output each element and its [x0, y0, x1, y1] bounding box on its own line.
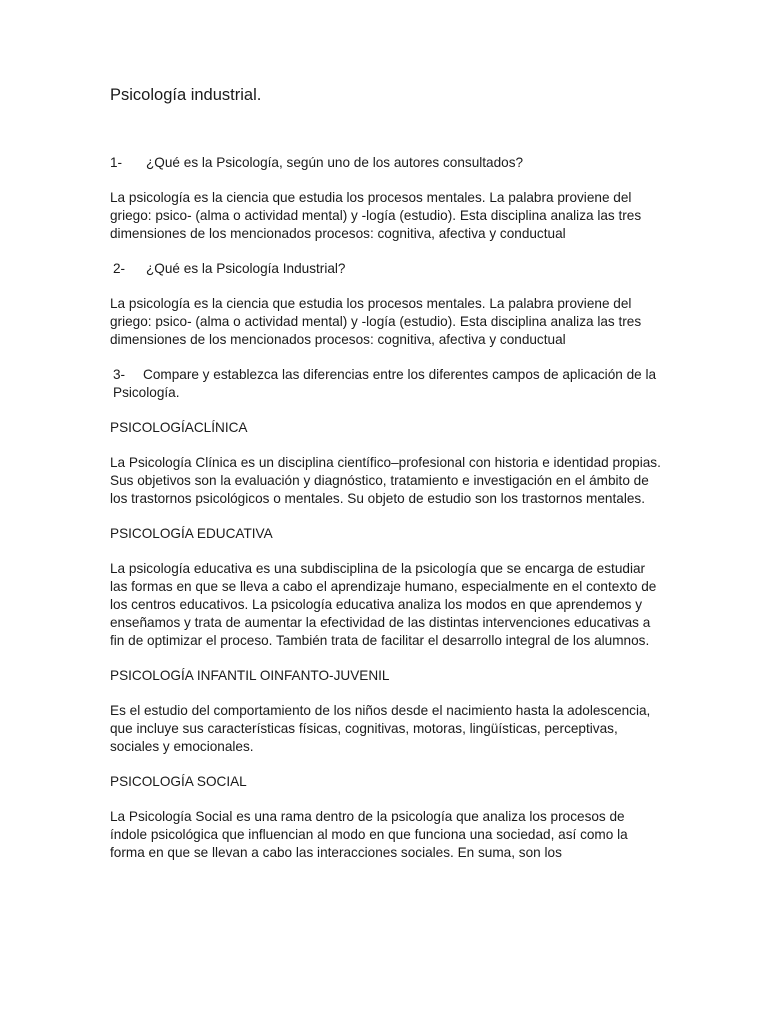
section-body-social: La Psicología Social es una rama dentro de la psicología que analiza los procesos de índole psicológica que influencian al modo en que funciona una sociedad, así como la forma en que se llevan a cabo las interacciones sociales. En suma, son los — [110, 809, 628, 860]
question-3-text: Compare y establezca las diferencias entre los diferentes campos de aplicación de la Psicología. — [113, 367, 657, 400]
question-1 — [110, 154, 662, 172]
question-1-number: 1- — [110, 155, 123, 170]
section-heading-social: PSICOLOGÍA SOCIAL — [110, 774, 247, 789]
question-1-text: ¿Qué es la Psicología, según uno de los autores consultados? — [146, 155, 524, 170]
question-2-text: ¿Qué es la Psicología Industrial? — [146, 261, 346, 276]
question-2-number: 2- — [113, 261, 126, 276]
section-body-clinica: La Psicología Clínica es un disciplina científico–profesional con historia e identidad propias. Sus objetivos son la evaluación y diagnóstico, tratamiento e investigación en el ámbito de los trastornos psicológicos o mentales. Su objeto de estudio son los trastornos mentales. — [110, 455, 661, 506]
question-2 — [110, 260, 662, 278]
section-heading-clinica: PSICOLOGÍACLÍNICA — [110, 420, 248, 435]
section-heading-educativa: PSICOLOGÍA EDUCATIVA — [110, 526, 273, 541]
section-body-educativa: La psicología educativa es una subdisciplina de la psicología que se encarga de estudiar las formas en que se lleva a cabo el aprendizaje humano, especialmente en el contexto de los centros educativos. La psicología educativa analiza los modos en que aprendemos y enseñamos y trata de aumentar la efectividad de las distintas intervenciones educativas a fin de optimizar el proceso. También trata de facilitar el desarrollo integral de los alumnos. — [110, 561, 657, 648]
answer-2: La psicología es la ciencia que estudia los procesos mentales. La palabra proviene del griego: psico- (alma o actividad mental) y -logía (estudio). Esta disciplina analiza las tres dimensiones de los mencionados procesos: cognitiva, afectiva y conductual — [110, 296, 642, 347]
section-heading-infantil: PSICOLOGÍA INFANTIL OINFANTO-JUVENIL — [110, 668, 390, 683]
question-3-number: 3- — [113, 367, 126, 382]
document-title: Psicología industrial. — [110, 86, 262, 104]
question-3 — [110, 366, 662, 402]
answer-1: La psicología es la ciencia que estudia los procesos mentales. La palabra proviene del griego: psico- (alma o actividad mental) y -logía (estudio). Esta disciplina analiza las tres dimensiones de los mencionados procesos: cognitiva, afectiva y conductual — [110, 190, 642, 241]
document-body — [110, 84, 662, 879]
section-body-infantil: Es el estudio del comportamiento de los niños desde el nacimiento hasta la adolescencia, que incluye sus características físicas, cognitivas, motoras, lingüísticas, perceptivas, sociales y emocionales. — [110, 703, 651, 754]
